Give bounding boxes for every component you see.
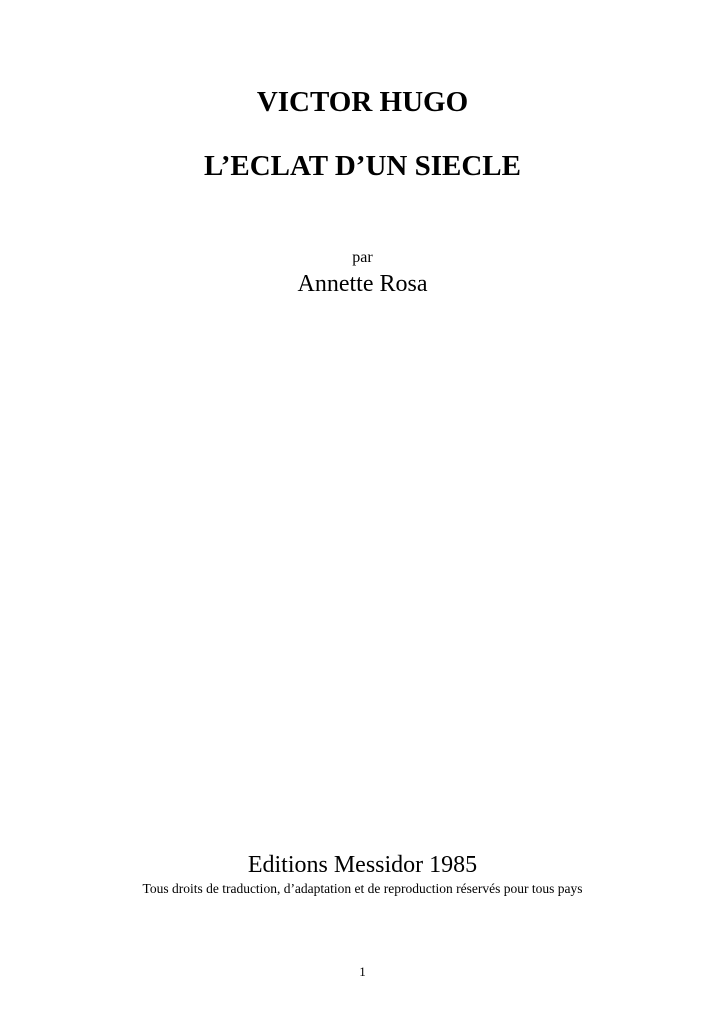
- publisher-line: Editions Messidor 1985: [247, 852, 478, 878]
- subject-heading: VICTOR HUGO: [256, 86, 469, 118]
- by-label: par: [352, 249, 373, 266]
- book-title: L’ECLAT D’UN SIECLE: [204, 150, 521, 182]
- rights-notice: Tous droits de traduction, d’adaptation et de reproduction réservés pour tous pays: [142, 881, 583, 896]
- author-name: Annette Rosa: [297, 271, 428, 297]
- page-number: 1: [359, 964, 366, 979]
